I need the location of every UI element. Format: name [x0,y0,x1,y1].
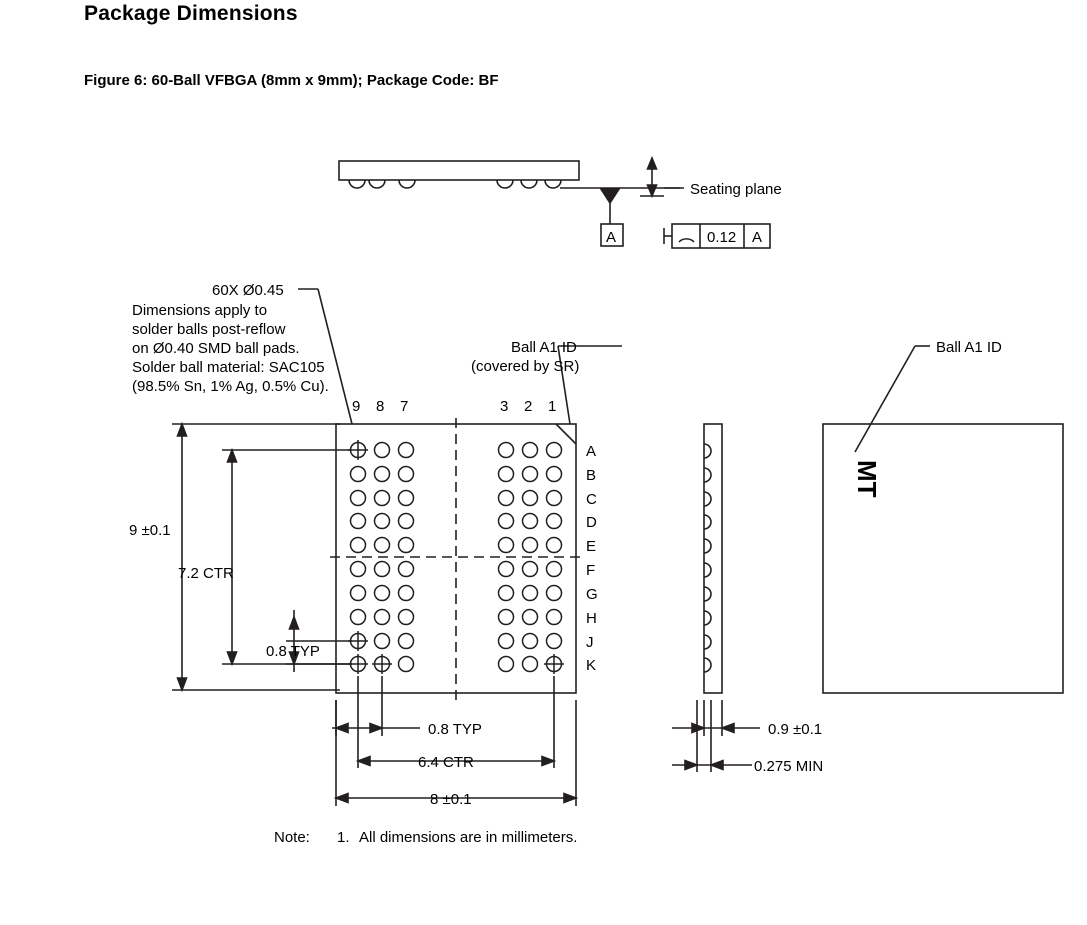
row-label-E: E [586,538,597,555]
ball-spec-callout [298,289,352,424]
row-label-J: J [586,634,594,651]
seating-plane-label: Seating plane [690,181,782,198]
dim-overall-width-label: 8 ±0.1 [430,791,472,808]
column-label-2: 2 [524,398,533,415]
row-label-F: F [586,562,596,579]
dim-thickness [672,700,760,736]
datum-label: A [606,229,617,246]
ball-spec-line4: on Ø0.40 SMD ball pads. [132,340,300,357]
row-label-H: H [586,610,597,627]
dim-overall-height-label: 9 ±0.1 [129,522,171,539]
cross-section-view [339,158,770,248]
ball-spec-line5: Solder ball material: SAC105 [132,359,325,376]
row-label-G: G [586,586,598,603]
row-label-K: K [586,657,597,674]
side-profile-balls [704,444,711,672]
column-label-1: 1 [548,398,557,415]
side-profile-outline [704,424,722,693]
column-label-3: 3 [500,398,509,415]
note-label: Note: [274,829,310,846]
package-body-outline [339,161,579,180]
ball-spec-line3: solder balls post-reflow [132,321,286,338]
row-label-C: C [586,491,597,508]
dim-pitch-vertical-label: 0.8 TYP [266,643,320,660]
bottom-view-outline [336,424,576,693]
column-label-9: 9 [352,398,361,415]
row-label-A: A [586,443,597,460]
dim-thickness-label: 0.9 ±0.1 [768,721,823,738]
ball-a1-id-right-callout [855,346,930,452]
ball-a1-id-line2: (covered by SR) [471,358,580,375]
page-title: Package Dimensions [84,2,298,25]
dim-standoff-label: 0.275 MIN [754,758,824,775]
row-label-B: B [586,467,597,484]
ball-spec-line6: (98.5% Sn, 1% Ag, 0.5% Cu). [132,378,329,395]
ball-spec-line1: 60X Ø0.45 [212,282,284,299]
dim-pitch-vertical [286,610,352,672]
fcf-datum: A [752,229,763,246]
ball-a1-id-line1: Ball A1 ID [511,339,577,356]
ball-a1-id-right: Ball A1 ID [936,339,1002,356]
dim-pitch-horizontal [332,676,420,736]
figure-caption: Figure 6: 60-Ball VFBGA (8mm x 9mm); Package Code: BF [84,72,499,89]
dim-ctr-width-label: 6.4 CTR [418,754,474,771]
column-label-7: 7 [400,398,409,415]
solder-ball-profiles [349,180,561,188]
note-number: 1. [337,829,350,846]
datum-triangle [601,189,619,203]
note-text: All dimensions are in millimeters. [359,829,578,846]
ball-spec-line2: Dimensions apply to [132,302,268,319]
fcf-tolerance: 0.12 [707,229,737,246]
column-label-8: 8 [376,398,385,415]
dim-pitch-horizontal-label: 0.8 TYP [428,721,482,738]
row-label-D: D [586,514,597,531]
dim-standoff [672,700,752,772]
bottom-view [172,418,582,806]
dim-ctr-height-label: 7.2 CTR [178,565,234,582]
side-profile-view [672,424,760,772]
top-view-marking: MT [852,460,882,498]
